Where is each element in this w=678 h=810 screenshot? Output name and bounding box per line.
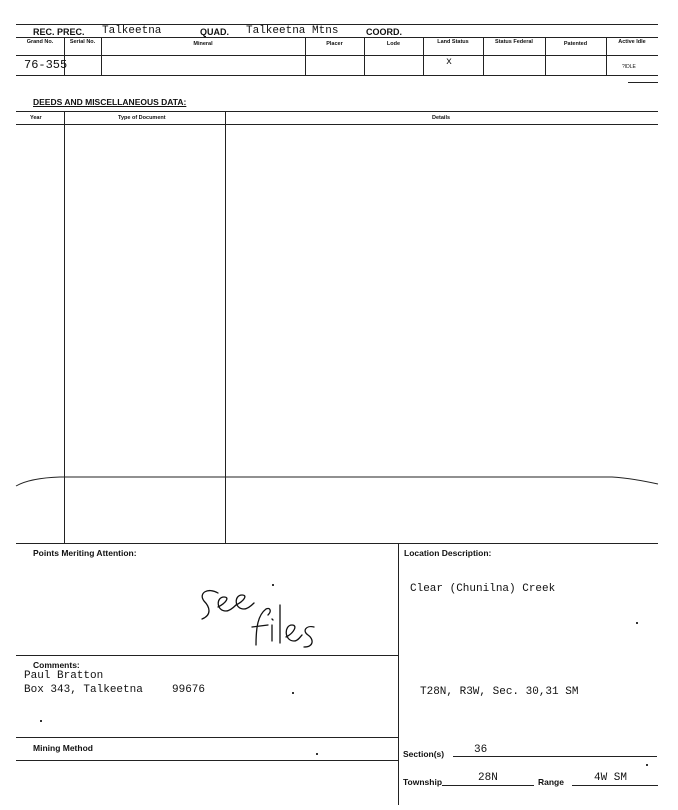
col-lode: Lode — [386, 41, 401, 47]
speck — [636, 622, 638, 624]
rec-prec-value: Talkeetna — [102, 25, 162, 37]
mining-method-label: Mining Method — [33, 743, 93, 753]
col-serial-no: Serial No. — [69, 39, 96, 45]
col-year: Year — [30, 115, 42, 121]
points-label: Points Meriting Attention: — [33, 548, 137, 558]
range-value: 4W SM — [594, 772, 628, 784]
comments-label: Comments: — [33, 660, 80, 670]
col-patented: Patented — [563, 41, 588, 47]
coord-label: COORD. — [366, 27, 402, 37]
col-active-idle: Active Idle — [618, 39, 646, 45]
range-label: Range — [538, 777, 564, 787]
location-label: Location Description: — [404, 548, 492, 558]
grand-no-value: 76-355 — [24, 58, 68, 72]
quad-label: QUAD. — [200, 27, 229, 37]
location-legal: T28N, R3W, Sec. 30,31 SM — [420, 686, 579, 698]
col-details: Details — [432, 115, 451, 121]
township-label: Township — [403, 777, 443, 787]
col-status-federal: Status Federal — [495, 39, 533, 45]
comments-address: Box 343, Talkeetna — [24, 684, 143, 696]
col-land-status: Land Status — [437, 39, 469, 45]
speck — [316, 753, 318, 755]
rec-prec-label: REC. PREC. — [33, 27, 85, 37]
fold-line — [0, 468, 678, 496]
deeds-title: DEEDS AND MISCELLANEOUS DATA: — [33, 97, 187, 107]
comments-zip: 99676 — [172, 684, 206, 696]
location-value: Clear (Chunilna) Creek — [410, 583, 556, 595]
col-placer: Placer — [326, 41, 343, 47]
col-type-of-document: Type of Document — [118, 115, 166, 121]
township-value: 28N — [478, 772, 498, 784]
quad-value: Talkeetna Mtns — [246, 25, 339, 37]
col-grand-no: Grand No. — [26, 39, 54, 45]
speck — [292, 692, 294, 694]
active-idle-value: ?IDLE — [622, 64, 636, 70]
handwritten-see-files-signature — [196, 575, 326, 655]
land-status-value: x — [446, 57, 453, 68]
speck — [272, 584, 274, 586]
comments-line1: Paul Bratton — [24, 670, 104, 682]
section-label: Section(s) — [403, 749, 445, 759]
col-mineral: Mineral — [193, 41, 213, 47]
section-value: 36 — [474, 744, 488, 756]
speck — [40, 720, 42, 722]
speck — [646, 764, 648, 766]
